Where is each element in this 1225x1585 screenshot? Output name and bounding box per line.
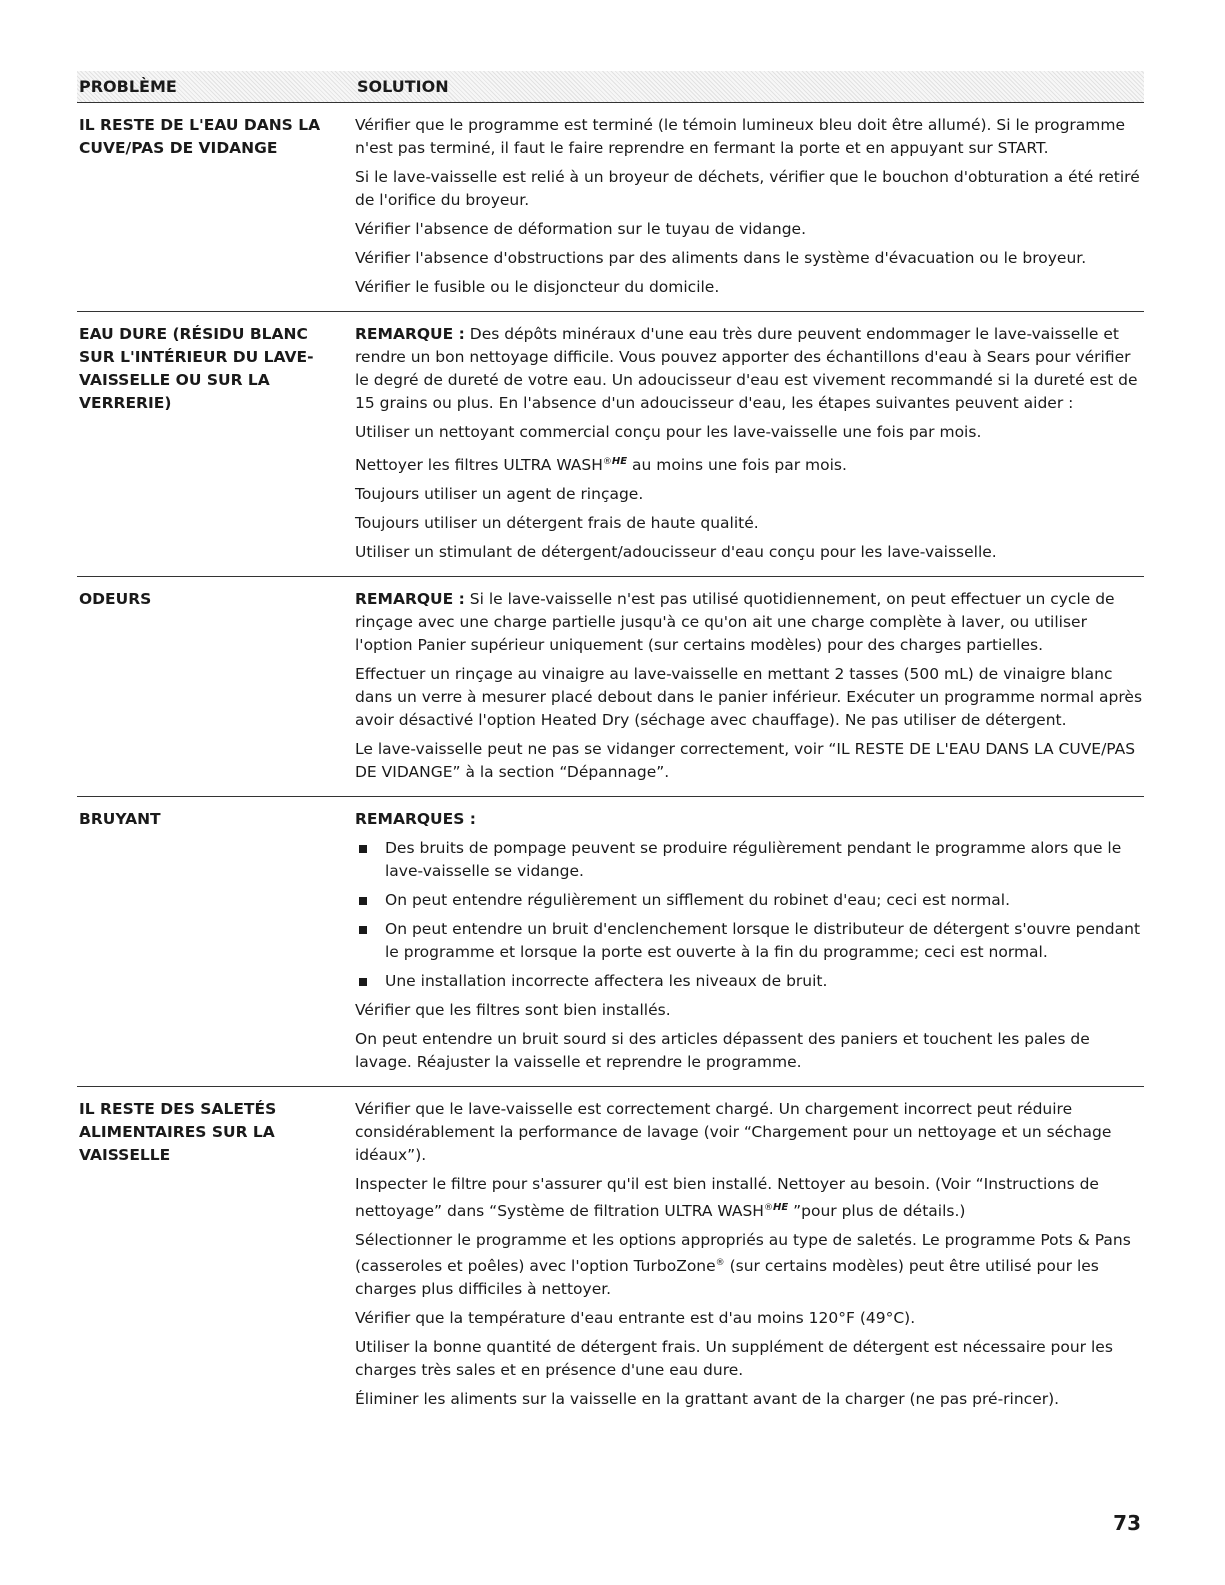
page-number: 73	[1113, 1511, 1141, 1535]
troubleshooting-table	[77, 71, 1144, 1423]
square-bullet-icon	[359, 897, 367, 905]
list-item-text: Une installation incorrecte affectera les niveaux de bruit.	[385, 972, 828, 991]
solution-paragraph	[355, 450, 1144, 477]
note-paragraph	[355, 588, 1144, 657]
solution-paragraph: Vérifier l'absence d'obstructions par des aliments dans le système d'évacuation ou le broyeur.	[355, 249, 1087, 267]
square-bullet-icon	[359, 845, 367, 853]
solution-paragraph: Le lave-vaisselle peut ne pas se vidanger correctement, voir “IL RESTE DE L'EAU DANS LA CUVE/PAS DE VIDANGE” à la section “Dépannage”.	[355, 740, 1136, 782]
note-text: Si le lave-vaisselle n'est pas utilisé quotidiennement, on peut effectuer un cycle de rinçage avec une charge partielle jusqu'à ce qu'on ait une charge complète à laver, ou utiliser l'option Panier supérieur uniquement (sur certains modèles) pour des charges partielles.	[355, 590, 1115, 655]
table-row	[77, 797, 1144, 1087]
solution-cell	[355, 114, 1144, 305]
solution-paragraph: Effectuer un rinçage au vinaigre au lave-vaisselle en mettant 2 tasses (500 mL) de vinaigre blanc dans un verre à mesurer placé debout dans le panier inférieur. Exécuter un programme normal après avoir désactivé l'option Heated Dry (séchage avec chauffage). Ne pas utiliser de détergent.	[355, 665, 1143, 730]
solution-paragraph: Vérifier que les filtres sont bien installés.	[355, 1001, 671, 1020]
text-span: ”pour plus de détails.)	[788, 1202, 966, 1221]
solution-paragraph: Utiliser la bonne quantité de détergent frais. Un supplément de détergent est nécessaire pour les charges très sales et en présence d'une eau dure.	[355, 1338, 1113, 1380]
bullet-list	[355, 837, 1144, 993]
problem-line: SUR L'INTÉRIEUR DU LAVE-	[79, 348, 314, 366]
solution-paragraph: Vérifier le fusible ou le disjoncteur du domicile.	[355, 278, 720, 296]
problem-cell	[77, 808, 355, 1080]
solution-paragraph	[355, 1229, 1144, 1301]
he-mark: HE	[772, 1202, 789, 1214]
he-mark: HE	[611, 456, 628, 467]
solution-paragraph: Si le lave-vaisselle est relié à un broyeur de déchets, vérifier que le bouchon d'obturation a été retiré de l'orifice du broyeur.	[355, 168, 1140, 209]
problem-line: BRUYANT	[79, 810, 161, 829]
table-header	[77, 71, 1144, 103]
list-item-text: On peut entendre un bruit d'enclenchement lorsque le distributeur de détergent s'ouvre pendant le programme et lorsque la porte est ouverte à la fin du programme; ceci est normal.	[385, 920, 1141, 962]
text-span: Nettoyer les filtres ULTRA WASH	[355, 456, 603, 475]
problem-line: VERRERIE)	[79, 394, 172, 412]
note-label: REMARQUE :	[355, 325, 465, 343]
solution-cell	[355, 808, 1144, 1080]
text-span: Inspecter le filtre pour s'assurer qu'il est bien installé. Nettoyer au besoin. (Voir “Instructions de nettoyage” dans “Système de filtration ULTRA WASH	[355, 1175, 1099, 1221]
table-row	[77, 577, 1144, 797]
note-paragraph	[355, 323, 1144, 415]
text-span: (sur certains modèles) peut être utilisé pour les charges plus difficiles à nettoyer.	[355, 1257, 1099, 1299]
solution-cell	[355, 588, 1144, 790]
solution-cell	[355, 1098, 1144, 1417]
list-item-text: On peut entendre régulièrement un sifflement du robinet d'eau; ceci est normal.	[385, 891, 1011, 910]
problem-line: VAISSELLE OU SUR LA	[79, 371, 270, 389]
problem-line: IL RESTE DES SALETÉS	[79, 1100, 277, 1119]
list-item-text: Des bruits de pompage peuvent se produire régulièrement pendant le programme alors que le lave-vaisselle se vidange.	[385, 839, 1122, 881]
list-item	[355, 970, 1144, 993]
solution-cell	[355, 323, 1144, 570]
problem-cell	[77, 114, 355, 305]
square-bullet-icon	[359, 926, 367, 934]
solution-paragraph: Éliminer les aliments sur la vaisselle en la grattant avant de la charger (ne pas pré-rincer).	[355, 1390, 1060, 1409]
problem-cell	[77, 588, 355, 790]
problem-line: ODEURS	[79, 590, 152, 609]
note-label: REMARQUES :	[355, 810, 476, 829]
problem-line: EAU DURE (RÉSIDU BLANC	[79, 325, 308, 343]
problem-cell	[77, 323, 355, 570]
list-item	[355, 889, 1144, 912]
note-label: REMARQUE :	[355, 590, 465, 609]
solution-paragraph: Toujours utiliser un détergent frais de haute qualité.	[355, 514, 759, 533]
registered-mark: ®	[602, 457, 612, 467]
solution-paragraph: Vérifier que le programme est terminé (le témoin lumineux bleu doit être allumé). Si le programme n'est pas terminé, il faut le faire reprendre en fermant la porte et en appuyant sur START.	[355, 116, 1126, 157]
table-row	[77, 312, 1144, 577]
text-span: au moins une fois par mois.	[627, 456, 847, 475]
note-text: Des dépôts minéraux d'une eau très dure peuvent endommager le lave-vaisselle et rendre un bon nettoyage difficile. Vous pouvez apporter des échantillons d'eau à Sears pour vérifier le degré de dureté de votre eau. Un adoucisseur d'eau est vivement recommandé si la dureté est de 15 grains ou plus. En l'absence d'un adoucisseur d'eau, les étapes suivantes peuvent aider :	[355, 325, 1138, 412]
solution-paragraph: Vérifier l'absence de déformation sur le tuyau de vidange.	[355, 220, 807, 238]
table-row	[77, 103, 1144, 312]
header-problem: PROBLÈME	[79, 77, 177, 96]
square-bullet-icon	[359, 978, 367, 986]
problem-line: VAISSELLE	[79, 1146, 171, 1165]
text-span: Sélectionner le programme et les options appropriés au type de saletés. Le programme Pots & Pans (casseroles et poêles) avec l'option TurboZone	[355, 1231, 1131, 1276]
problem-line: CUVE/PAS DE VIDANGE	[79, 139, 278, 157]
list-item	[355, 837, 1144, 883]
header-solution: SOLUTION	[357, 77, 449, 96]
problem-line: ALIMENTAIRES SUR LA	[79, 1123, 275, 1142]
solution-paragraph: Toujours utiliser un agent de rinçage.	[355, 485, 644, 504]
registered-mark: ®	[715, 1258, 725, 1269]
solution-paragraph	[355, 1173, 1144, 1223]
solution-paragraph: Utiliser un stimulant de détergent/adoucisseur d'eau conçu pour les lave-vaisselle.	[355, 543, 997, 562]
table-row	[77, 1087, 1144, 1423]
solution-paragraph: Vérifier que le lave-vaisselle est correctement chargé. Un chargement incorrect peut réduire considérablement la performance de lavage (voir “Chargement pour un nettoyage et un séchage idéaux”).	[355, 1100, 1112, 1165]
solution-paragraph: On peut entendre un bruit sourd si des articles dépassent des paniers et touchent les pales de lavage. Réajuster la vaisselle et reprendre le programme.	[355, 1030, 1090, 1072]
solution-paragraph: Utiliser un nettoyant commercial conçu pour les lave-vaisselle une fois par mois.	[355, 423, 982, 441]
list-item	[355, 918, 1144, 964]
solution-paragraph: Vérifier que la température d'eau entrante est d'au moins 120°F (49°C).	[355, 1309, 916, 1328]
problem-cell	[77, 1098, 355, 1417]
problem-line: IL RESTE DE L'EAU DANS LA	[79, 116, 321, 134]
registered-mark: ®	[763, 1203, 773, 1214]
